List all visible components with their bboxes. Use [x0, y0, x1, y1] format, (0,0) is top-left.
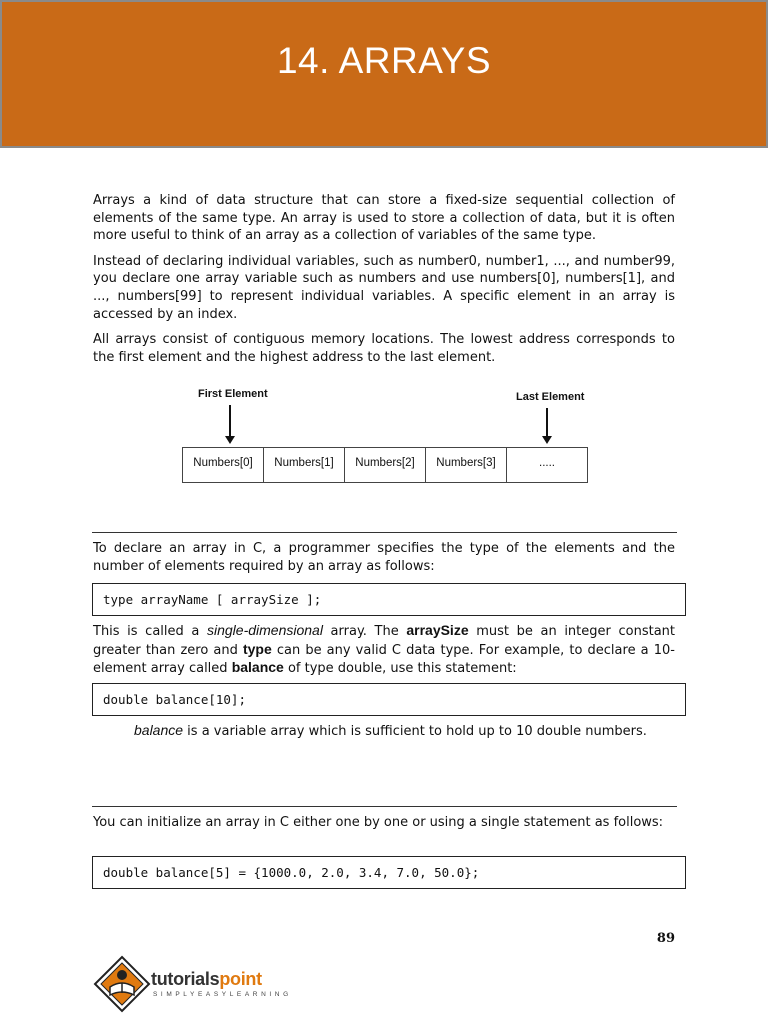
- array-cell: Numbers[2]: [345, 448, 426, 482]
- bold-term: balance: [231, 659, 284, 676]
- page-number: 89: [656, 931, 675, 946]
- text-span: must be an integer constant greater than zero and: [93, 624, 675, 658]
- bold-term: type: [242, 640, 272, 657]
- logo-wordmark: [151, 969, 262, 990]
- array-cell: .....: [539, 457, 555, 469]
- italic-term: single-dimensional: [206, 622, 323, 638]
- declare-paragraph-1: To declare an array in C, a programmer specifies the type of the elements and the number of elements required by an array as follows:: [93, 541, 675, 574]
- bold-term: arraySize: [406, 622, 469, 638]
- last-element-arrow-icon: [542, 436, 552, 444]
- code-block: double balance[5] = {1000.0, 2.0, 3.4, 7.0, 50.0};: [92, 856, 686, 889]
- array-cell: Numbers[0]: [183, 448, 264, 482]
- init-paragraph-1: You can initialize an array in C either one by one or using a single statement as follows:: [93, 815, 664, 830]
- logo-text-part: tutorials: [151, 969, 220, 989]
- code-block: double balance[10];: [92, 683, 686, 716]
- last-element-arrow-line: [546, 408, 548, 437]
- logo-text-part: point: [219, 969, 262, 989]
- declare-paragraph-2: [93, 622, 675, 686]
- logo-diamond-icon: [93, 955, 151, 1013]
- text-span: can be any valid C data type. For example, to declare a 10-element array called: [93, 642, 675, 677]
- section-divider: [92, 806, 677, 807]
- intro-paragraph-1: Arrays a kind of data structure that can store a fixed-size sequential collection of elements of the same type. An array is used to store a collection of data, but it is often more useful to think of an array as a collection of variables of the same type.: [93, 193, 675, 244]
- text-span: array. The: [322, 624, 407, 639]
- declare-section: [93, 540, 675, 583]
- array-cell: Numbers[1]: [264, 448, 345, 482]
- first-element-arrow-line: [229, 405, 231, 437]
- tutorialspoint-logo: [93, 955, 303, 1013]
- code-block: type arrayName [ arraySize ];: [92, 583, 686, 616]
- first-element-arrow-icon: [225, 436, 235, 444]
- italic-term: balance: [134, 722, 184, 738]
- text-span: of type double, use this statement:: [283, 661, 517, 677]
- section-divider: [92, 532, 677, 533]
- intro-section: [93, 192, 675, 374]
- logo-tagline: SIMPLYEASYLEARNING: [153, 991, 292, 998]
- last-element-label: Last Element: [516, 391, 585, 403]
- text-span: This is called a: [93, 624, 207, 639]
- text-span: is a variable array which is sufficient to hold up to 10 double numbers.: [183, 724, 647, 739]
- declare-paragraph-3: [93, 722, 675, 749]
- init-section: [93, 814, 675, 840]
- array-cells: [182, 447, 588, 483]
- chapter-title: 14. ARRAYS: [276, 40, 492, 81]
- intro-paragraph-3: All arrays consist of contiguous memory locations. The lowest address corresponds to the first element and the highest address to the last element.: [93, 332, 675, 365]
- first-element-label: First Element: [198, 388, 268, 400]
- intro-paragraph-2: Instead of declaring individual variables, such as number0, number1, ..., and number99, you declare one array variable such as numbers and use numbers[0], numbers[1], and ..., numbers[99] to represent individual variables. A specific element in an array is accessed by an index.: [93, 253, 675, 322]
- chapter-header: [0, 0, 768, 148]
- array-cell: Numbers[3]: [426, 448, 507, 482]
